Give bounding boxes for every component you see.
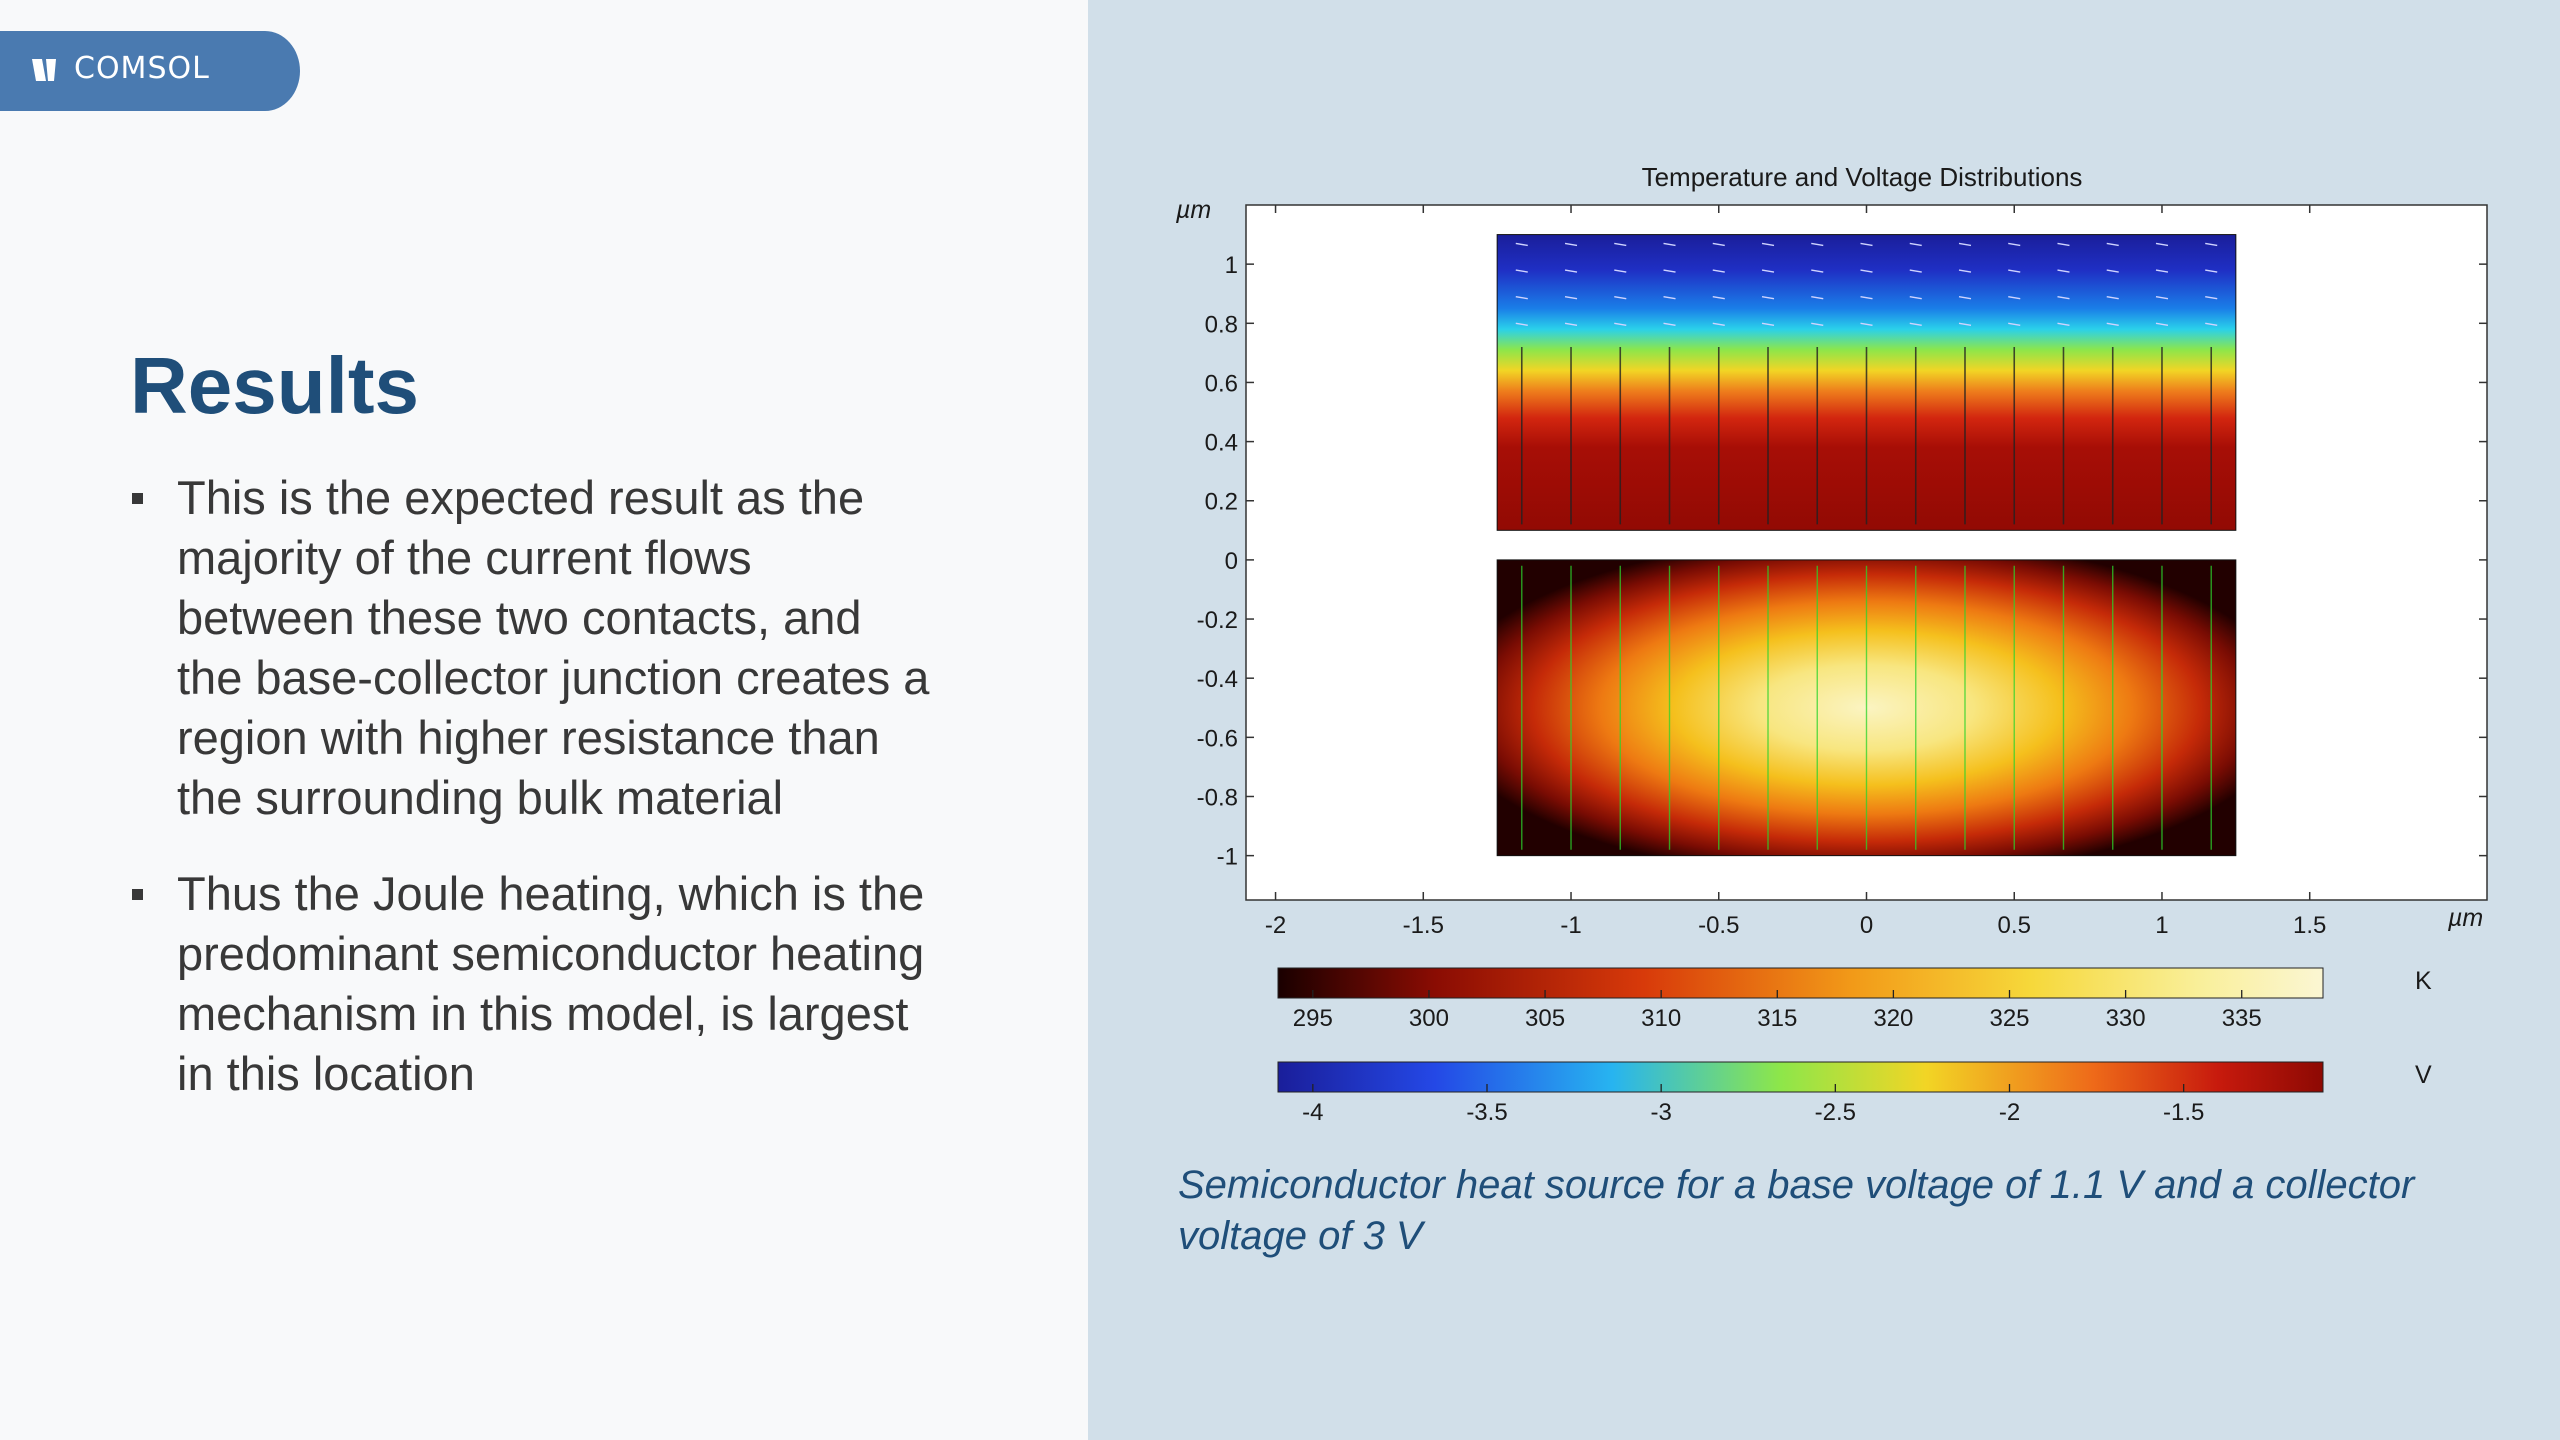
bullet-text: This is the expected result as the majority of the current flows between these two contacts, and the base-collector junction creates a region with higher resistance than the surrounding bulk material — [177, 471, 930, 824]
colorbar-unit-label: V — [2415, 1061, 2432, 1089]
colorbar-tick-label: 330 — [2105, 1005, 2146, 1032]
colorbar-tick-label: 325 — [1989, 1005, 2030, 1032]
colorbar-tick-label: -4 — [1302, 1099, 1324, 1126]
colorbar-tick-label: -1.5 — [2162, 1099, 2205, 1126]
y-tick-label: -0.4 — [1196, 666, 1238, 694]
x-tick-label: 0.5 — [1997, 912, 2031, 939]
y-tick-label: -0.6 — [1196, 725, 1238, 753]
x-axis-unit: µm — [2448, 904, 2484, 932]
colorbar-tick-label: 295 — [1292, 1005, 1333, 1032]
y-axis-unit: µm — [1176, 196, 1212, 224]
colorbar-tick-label: -2.5 — [1814, 1099, 1857, 1126]
temperature-voltage-chart — [1088, 140, 2560, 1140]
x-tick-label: -2 — [1264, 912, 1287, 939]
colorbar-K — [1278, 968, 2323, 998]
x-tick-label: -1.5 — [1402, 912, 1444, 939]
chart-title: Temperature and Voltage Distributions — [1641, 162, 2083, 192]
figure-caption: Semiconductor heat source for a base voltage of 1.1 V and a collector voltage of 3 V — [1178, 1163, 2415, 1258]
y-tick-label: -1 — [1216, 843, 1238, 871]
colorbar-tick-label: 310 — [1641, 1005, 1682, 1032]
logo-text: COMSOL — [74, 51, 210, 86]
comsol-logo — [0, 31, 300, 111]
colorbars-layer — [1278, 967, 2432, 1126]
colorbar-tick-label: 315 — [1757, 1005, 1798, 1032]
bullet-item — [130, 864, 930, 1104]
x-tick-label: 1 — [2155, 912, 2169, 939]
colorbar-tick-label: 305 — [1525, 1005, 1566, 1032]
page-title: Results — [130, 341, 419, 430]
bullet-square-icon — [132, 889, 143, 900]
colorbar-tick-label: -2 — [1998, 1099, 2021, 1126]
y-tick-label: -0.8 — [1196, 784, 1238, 812]
colorbar-unit-label: K — [2415, 967, 2432, 995]
x-tick-label: -0.5 — [1698, 912, 1740, 939]
x-tick-label: 1.5 — [2293, 912, 2327, 939]
colorbar-tick-label: 335 — [2221, 1005, 2262, 1032]
x-tick-label: 0 — [1859, 912, 1874, 939]
bullet-text: Thus the Joule heating, which is the predominant semiconductor heating mechanism in this model, is largest in this location — [177, 867, 925, 1100]
y-tick-label: 0.6 — [1204, 370, 1238, 398]
colorbar-tick-label: 300 — [1408, 1005, 1449, 1032]
bullet-list — [130, 468, 930, 1140]
colorbar-tick-label: 320 — [1873, 1005, 1914, 1032]
bullet-item — [130, 468, 930, 828]
y-tick-label: -0.2 — [1196, 607, 1238, 635]
y-tick-label: 0 — [1224, 547, 1238, 575]
colorbar-V — [1278, 1062, 2323, 1092]
bullet-square-icon — [132, 493, 143, 504]
y-tick-label: 0.4 — [1204, 429, 1238, 457]
y-tick-label: 1 — [1224, 252, 1238, 280]
y-tick-label: 0.2 — [1204, 488, 1238, 516]
comsol-logo-icon — [32, 59, 68, 81]
y-tick-label: 0.8 — [1204, 311, 1238, 339]
colorbar-tick-label: -3 — [1650, 1099, 1672, 1126]
x-tick-label: -1 — [1560, 912, 1582, 939]
colorbar-tick-label: -3.5 — [1466, 1099, 1508, 1126]
